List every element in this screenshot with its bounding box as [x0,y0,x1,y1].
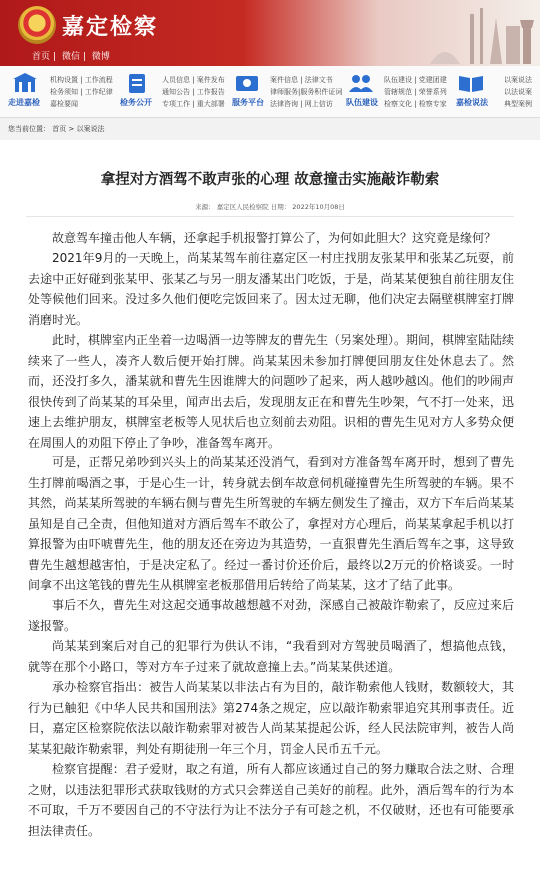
top-nav-weibo[interactable]: 微博 [91,52,110,62]
menu-group-team [340,66,450,118]
menu-link[interactable]: 专项工作 | 重大部署 [162,100,225,108]
menu-links-team [384,74,447,110]
article-paragraph: 2021年9月的一天晚上，尚某某驾车前往嘉定区一村庄找朋友张某甲和张某乙玩耍，前去途中正好碰到张某甲、张某乙与另一朋友潘某出门吃饭，于是，尚某某便独自前往朋友住处等候他们回来。没过多久他们便吃完饭回来了。因太过无聊，他们决定去隔壁棋牌室打牌消磨时光。 [28,251,514,327]
article-meta: 来源： 嘉定区人民检察院 日期： 2022年10月08日 [195,203,345,211]
main-menu [0,66,540,118]
team-icon [346,72,376,94]
law-book-icon [456,72,486,94]
menu-links-affairs [162,74,225,110]
top-nav-wechat[interactable]: 微信 [61,52,80,62]
article-paragraph: 检察官提醒：君子爱财，取之有道，所有人都应该通过自己的努力赚取合法之财、合理之财，以违法犯罪形式获取钱财的方式只会葬送自己美好的前程。此外，酒后驾车的行为本不可取，千万不要因自己的不守法行为让不法分子有可趁之机，不仅破财，还也有可能要承担法律责任。 [28,762,514,838]
menu-link[interactable]: 以案说法 [504,76,532,84]
procuratorate-emblem-icon [18,6,56,44]
service-icon [232,72,262,94]
menu-label-law[interactable]: 嘉检说法 [456,98,488,107]
skyline-illustration [320,0,540,66]
menu-link[interactable]: 管辖规范 | 荣誉系列 [384,88,447,96]
article-paragraph: 尚某某到案后对自己的犯罪行为供认不讳，“我看到对方驾驶员喝酒了，想搞他点钱，就等在那个小路口，等对方车子过来了就故意撞上去。”尚某某供述道。 [28,639,514,674]
divider [26,216,514,217]
menu-group-affairs [118,66,226,118]
menu-link[interactable]: 律师服务|服务积件证词 [270,88,343,96]
breadcrumb: 您当前位置： 首页 > 以案说法 [0,121,540,137]
top-nav: 首页 | 微信 | 微博 [32,52,110,62]
menu-label-about[interactable]: 走进嘉检 [8,98,40,107]
menu-links-law [504,74,532,110]
article-title: 拿捏对方酒驾不敢声张的心理 故意撞击实施敲诈勒索 [100,172,440,188]
building-icon [10,72,40,94]
menu-link[interactable]: 嘉检要闻 [50,100,78,108]
article-paragraph: 此时，棋牌室内正坐着一边喝酒一边等牌友的曹先生（另案处理）。期间，棋牌室陆陆续续来了一些人，凑齐人数后便开始打牌。尚某某因未参加打牌便回朋友住处休息去了。然而，还没打多久，潘某就和曹先生因谁牌大的问题吵了起来，两人越吵越凶。他们的吵闹声很快传到了尚某某的耳朵里，闻声出去后，发现朋友正在和曹先生吵架，气不打一处来，迅速上去维护朋友，棋牌室老板等人见状后也立刻前去劝阻。识相的曹先生见对方人多势众便在周围人的劝阻下停止了争吵，准备驾车离开。 [28,333,515,450]
site-title: 嘉定检察 [62,15,159,40]
menu-group-service [228,66,343,118]
breadcrumb-prefix: 您当前位置： [8,125,50,133]
menu-link[interactable]: 典型案例 [504,100,532,108]
breadcrumb-home[interactable]: 首页 [52,125,67,133]
menu-group-law [452,66,540,118]
menu-label-affairs[interactable]: 检务公开 [120,98,152,107]
menu-link[interactable]: 检察文化 | 检察专家 [384,100,447,108]
menu-links-service [270,74,342,110]
menu-link[interactable]: 以法说案 [504,88,532,96]
menu-link[interactable]: 队伍建设 | 党建团建 [384,76,447,84]
article-paragraph: 承办检察官指出：被告人尚某某以非法占有为目的，敲诈勒索他人钱财，数额较大，其行为已触犯《中华人民共和国刑法》第274条之规定，应以敲诈勒索罪追究其刑事责任。近日，嘉定区检察院依法以敲诈勒索罪对被告人尚某某提起公诉，经人民法院审判，被告人尚某某犯敲诈勒索罪，判处有期徒刑一年三个月，罚金人民币五千元。 [28,680,514,756]
breadcrumb-current[interactable]: 以案说法 [76,125,105,133]
menu-link[interactable]: 案件信息 | 法律文书 [270,76,333,84]
top-nav-home[interactable]: 首页 [32,52,51,62]
menu-link[interactable]: 人员信息 | 案件发布 [162,76,225,84]
menu-group-about [0,66,113,118]
menu-link[interactable]: 法律咨询 | 网上信访 [270,100,333,108]
article-paragraph: 故意驾车撞击他人车辆，还拿起手机报警打算公了，为何如此胆大？这究竟是缘何？ [52,231,497,245]
menu-link[interactable]: 通知公告 | 工作报告 [162,88,225,96]
menu-links-about [50,74,113,110]
article [0,140,540,872]
article-paragraph: 事后不久，曹先生对这起交通事故越想越不对劲，深感自己被敲诈勒索了，反应过来后遂报警。 [28,598,514,633]
menu-link[interactable]: 机构设置 | 工作流程 [50,76,113,84]
article-paragraph: 可是，正帮兄弟吵到兴头上的尚某某还没消气，看到对方准备驾车离开时，想到了曹先生打牌前喝酒之事，于是心生一计，转身就去倒车故意伺机碰撞曹先生所驾驶的车辆。果不其然，尚某某所驾驶的车辆右侧与曹先生所驾驶的车辆左侧发生了撞击，双方下车后尚某某虽知是自己全责，但他知道对方酒后驾车不敢公了，拿捏对方心理后，尚某某拿起手机以打算报警为由吓唬曹先生，他的朋友还在旁边为其造势，一直狠曹先生酒后驾车之事，这导致曹先生越想越害怕，于是决定私了。经过一番讨价还价后，最终以2万元的价格谈妥。一时间拿不出这笔钱的曹先生从棋牌室老板那借用后转给了尚某某，这才了结了此事。 [28,455,514,592]
site-header [0,0,540,66]
menu-label-team[interactable]: 队伍建设 [346,98,378,107]
menu-label-service[interactable]: 服务平台 [232,98,264,107]
document-icon [122,72,152,94]
menu-link[interactable]: 检务须知 | 工作纪律 [50,88,113,96]
